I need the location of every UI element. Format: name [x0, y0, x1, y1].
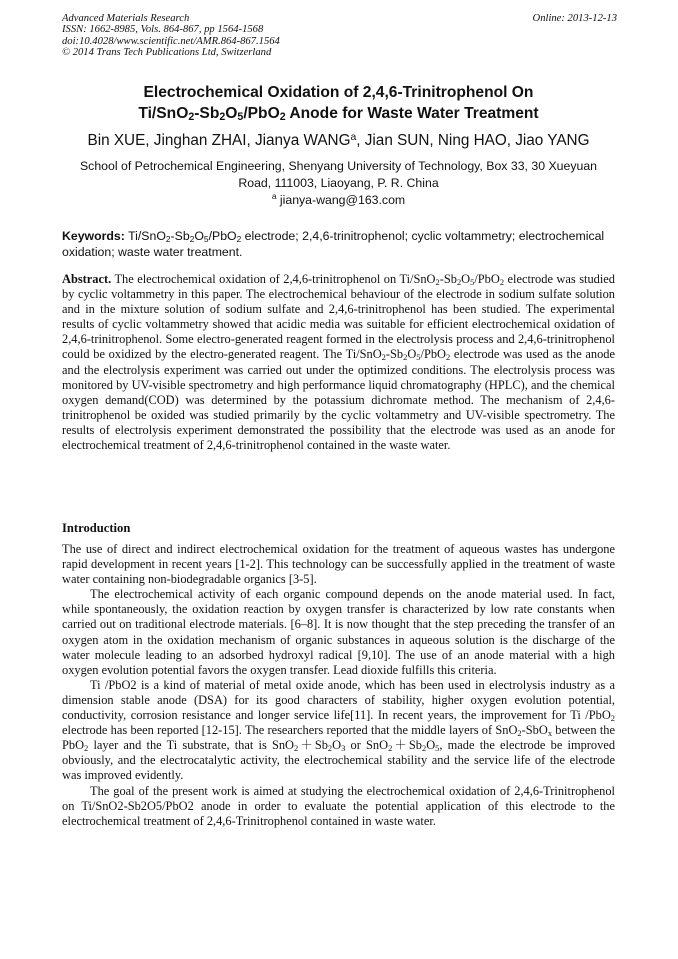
journal-name: Advanced Materials Research — [62, 13, 190, 24]
abstract: Abstract. The electrochemical oxidation of 2,4,6-trinitrophenol on $Ti/SnO_2-Sb_2O_5/PbO_2$ electrode was studied by cyclic voltammetry in this paper. The electrochemical behaviour of the electrode in sodium sulfate solution and in the mixture solution of sodium sulfate and 2,4,6-trinitrophenol has been studied. The experimental results of cyclic voltammetry showed that acidic media was suitable for efficient electrochemical oxidation of 2,4,6-trinitrophenol. Some electro-generated reagent formed in the electrolysis process and 2,4,6-trinitrophenol could be oxidized by the electro-generated reagent. The $Ti/SnO_2-Sb_2O_5/PbO_2$ electrode was used as the anode and the electrolysis experiment was carried out under the optimized conditions. The electrolysis process was monitored by UV-visible spectrometry and high performance liquid chromatography (HPLC), and the chemical oxygen demand(COD) was determined by the potassium dichromate method. The mechanism of 2,4,6-trinitrophenol be oxided was studied primarily by the cyclic voltammetry and UV-visible spectrometry. The results of electrolysis experiment demonstrated the possibility that the electrode was used as an anode for electrochemical treatment of 2,4,6-trinitrophenol contained in the waste water. — [62, 272, 616, 453]
keywords: Keywords: $Ti/SnO_2-Sb_2O_5/PbO_2$ electrode; 2,4,6-trinitrophenol; cyclic voltammetry; electrochemical oxidation; waste water treatment. — [62, 229, 605, 259]
intro-paragraph-4: The goal of the present work is aimed at studying the electrochemical oxidation of 2,4,6-Trinitrophenol on Ti/SnO2-Sb2O5/PbO2 anode in order to evaluate the potential application of this electrode to the electrochemical treatment of 2,4,6-Trinitrophenol contained in waste water. — [62, 783, 615, 828]
copyright-line: © 2014 Trans Tech Publications Ltd, Switzerland — [62, 47, 272, 59]
author-email: $^a$ jianya-wang@163.com — [271, 191, 406, 207]
section-heading-introduction: Introduction — [62, 521, 131, 535]
keywords-label: Keywords: — [62, 229, 125, 243]
intro-paragraph-3: Ti /PbO2 is a kind of material of metal oxide anode, which has been used in electrolysis industry as a dimension stable anode (DSA) for its good characters of stability, higher oxygen evolution potential, conductivity, corrosion resistance and longer service life[11]. In recent years, the improvement for Ti /PbO$_2$ electrode has been reported [12-15]. The researchers reported that the middle layers of SnO$_2$-SbO$_x$ between the PbO$_2$ layer and the Ti substrate, that is $SnO_2+Sb_2O_3$ or $SnO_2+Sb_2O_5$, made the electrode be improved obviously, and the electrocatalytic activity, the electrochemical stability and the service life of the electrode was improved evidently. — [62, 677, 616, 783]
introduction-body — [62, 542, 615, 829]
abstract-label: Abstract. — [62, 272, 112, 286]
intro-paragraph-1: The use of direct and indirect electrochemical oxidation for the treatment of aqueous wastes has undergone rapid development in recent years [1-2]. This technology can be successfully applied in the treatment of waste water containing non-biodegradable organics [3-5]. — [62, 542, 615, 587]
title-line-1: Electrochemical Oxidation of 2,4,6-Trinitrophenol On — [143, 84, 534, 101]
author-list: Bin XUE, Jinghan ZHAI, Jianya WANG$^a$, Jian SUN, Ning HAO, Jiao YANG — [87, 132, 590, 149]
paper-title — [62, 82, 615, 124]
issn-line: ISSN: 1662-8985, Vols. 864-867, pp 1564-1568 — [62, 24, 264, 36]
intro-paragraph-2: The electrochemical activity of each organic compound depends on the anode material used. In fact, while spontaneously, the oxidation reaction by oxygen transfer is characterized by low rate constants when carried out on traditional electrode materials. [6–8]. It is now thought that the step preceding the transfer of an oxygen atom in the oxidation mechanism of organic substances in aqueous solution is the discharge of the water molecule leading to an adsorbed hydroxyl radical [9,10]. The use of an anode material with a high oxygen evolution potential favors the oxygen transfer. Lead dioxide fulfills this criteria. — [62, 587, 615, 677]
doi-line: doi:10.4028/www.scientific.net/AMR.864-867.1564 — [62, 35, 280, 47]
online-date: Online: 2013-12-13 — [532, 13, 617, 24]
journal-header — [62, 13, 617, 59]
affiliation: School of Petrochemical Engineering, Shenyang University of Technology, Box 33, 30 Xueyuan Road, 111003, Liaoyang, P. R. China — [79, 159, 597, 190]
title-line-2: $Ti/SnO_2-Sb_2O_5/PbO_2$ Anode for Waste Water Treatment — [138, 105, 539, 123]
